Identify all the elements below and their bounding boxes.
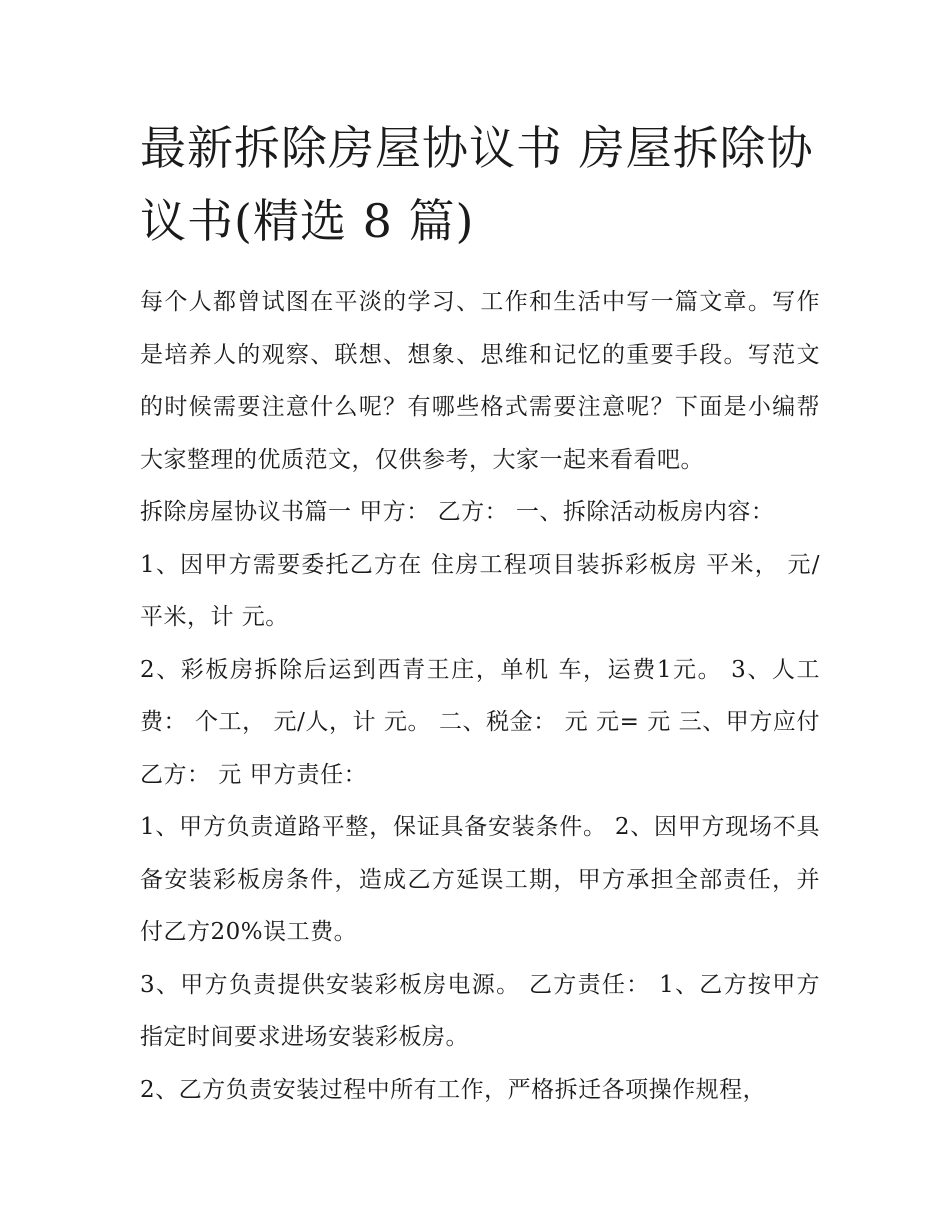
paragraph-item-2: 2、彩板房拆除后运到西青王庄，单机 车，运费1元。 3、人工费： 个工， 元/人，计 元。 二、税金： 元 元= 元 三、甲方应付乙方： 元 甲方责任： bbox=[140, 656, 820, 788]
paragraph-party-a-duty-1: 1、甲方负责道路平整，保证具备安装条件。 2、因甲方现场不具备安装彩板房条件，造成乙方延误工期，甲方承担全部责任，并付乙方20%误工费。 bbox=[140, 814, 820, 945]
document-title: 最新拆除房屋协议书 房屋拆除协议书(精选 8 篇) bbox=[140, 121, 814, 248]
paragraph-party-a-duty-3: 3、甲方负责提供安装彩板房电源。 乙方责任： 1、乙方按甲方指定时间要求进场安装彩板房。 bbox=[140, 971, 820, 1050]
document-body bbox=[140, 112, 820, 1116]
paragraph-intro: 每个人都曾试图在平淡的学习、工作和生活中写一篇文章。写作是培养人的观察、联想、想象、思维和记忆的重要手段。写范文的时候需要注意什么呢？有哪些格式需要注意呢？下面是小编帮大家整理的优质范文，仅供参考，大家一起来看看吧。 bbox=[140, 289, 820, 473]
paragraph-item-1: 1、因甲方需要委托乙方在 住房工程项目装拆彩板房 平米， 元/平米，计 元。 bbox=[140, 551, 820, 630]
paragraph-agreement-one-header: 拆除房屋协议书篇一 甲方： 乙方： 一、拆除活动板房内容： bbox=[140, 499, 775, 525]
paragraph-party-b-duty-2: 2、乙方负责安装过程中所有工作，严格拆迁各项操作规程， bbox=[140, 1076, 767, 1103]
